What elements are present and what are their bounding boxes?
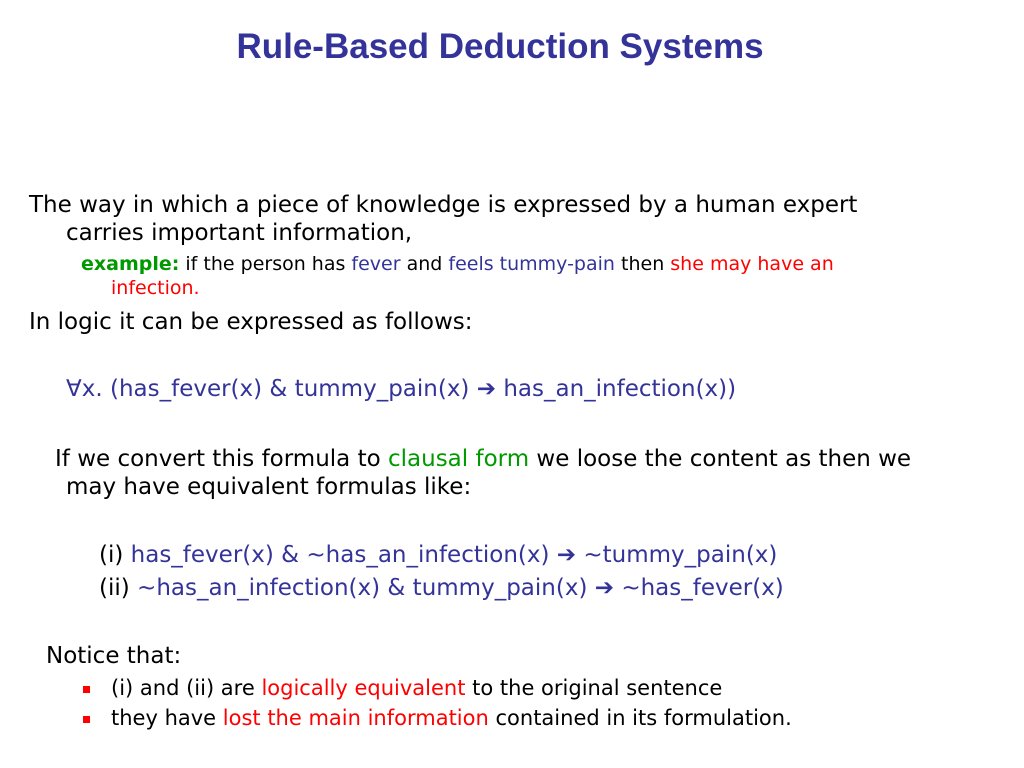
formula-rhs: ~has_fever(x) — [614, 575, 784, 601]
example-conclusion-1: she may have an — [670, 253, 834, 275]
clausal-paragraph — [55, 445, 911, 501]
example-pain: feels tummy-pain — [448, 253, 615, 275]
formula-prefix: (ii) — [99, 575, 138, 601]
clausal-line-2: may have equivalent formulas like: — [66, 474, 472, 500]
bullet-highlight: logically equivalent — [261, 676, 466, 700]
bullet-text-pre: (i) and (ii) are — [111, 676, 262, 700]
implies-arrow-icon: ➔ — [594, 575, 615, 601]
implies-arrow-icon: ➔ — [556, 542, 577, 568]
example-text-2: and — [400, 253, 449, 275]
clausal-text-1: If we convert this formula to — [55, 446, 388, 472]
example-text-1: if the person has — [179, 253, 352, 275]
logic-intro: In logic it can be expressed as follows: — [29, 309, 473, 335]
formula-lhs: ~has_an_infection(x) & tummy_pain(x) — [137, 575, 595, 601]
bullet-text-post: contained in its formulation. — [488, 706, 792, 730]
bullet-highlight: lost the main information — [222, 706, 489, 730]
example-text-3: then — [614, 253, 671, 275]
equivalent-formula-ii — [99, 572, 784, 605]
implies-arrow-icon: ➔ — [476, 376, 497, 402]
formula-rhs: has_an_infection(x)) — [496, 376, 737, 402]
intro-line-1: The way in which a piece of knowledge is expressed by a human expert — [29, 192, 858, 218]
example-paragraph — [81, 252, 834, 300]
slide-title: Rule-Based Deduction Systems — [236, 27, 764, 66]
bullet-text-post: to the original sentence — [465, 676, 723, 700]
equivalent-formulas — [99, 539, 784, 605]
clausal-term: clausal form — [387, 446, 530, 472]
formula-lhs: has_fever(x) & ~has_an_infection(x) — [130, 542, 557, 568]
intro-paragraph — [29, 191, 857, 247]
clausal-text-2: we loose the content as then we — [529, 446, 912, 472]
bullet-item — [111, 676, 722, 700]
notice-heading: Notice that: — [46, 643, 182, 669]
bullet-item — [111, 706, 792, 730]
intro-line-2: carries important information, — [66, 220, 413, 246]
formula-prefix: (i) — [99, 542, 131, 568]
bullet-text-pre: they have — [111, 706, 223, 730]
bullet-square-icon — [83, 686, 90, 693]
example-fever: fever — [351, 253, 401, 275]
equivalent-formula-i — [99, 539, 784, 572]
formula-body: x. (has_fever(x) & tummy_pain(x) — [81, 376, 477, 402]
forall-symbol: ∀ — [66, 376, 82, 402]
example-label: example: — [81, 253, 180, 275]
bullet-square-icon — [83, 716, 90, 723]
formula — [66, 376, 736, 402]
example-conclusion-2: infection. — [111, 277, 200, 299]
formula-rhs: ~tummy_pain(x) — [576, 542, 778, 568]
